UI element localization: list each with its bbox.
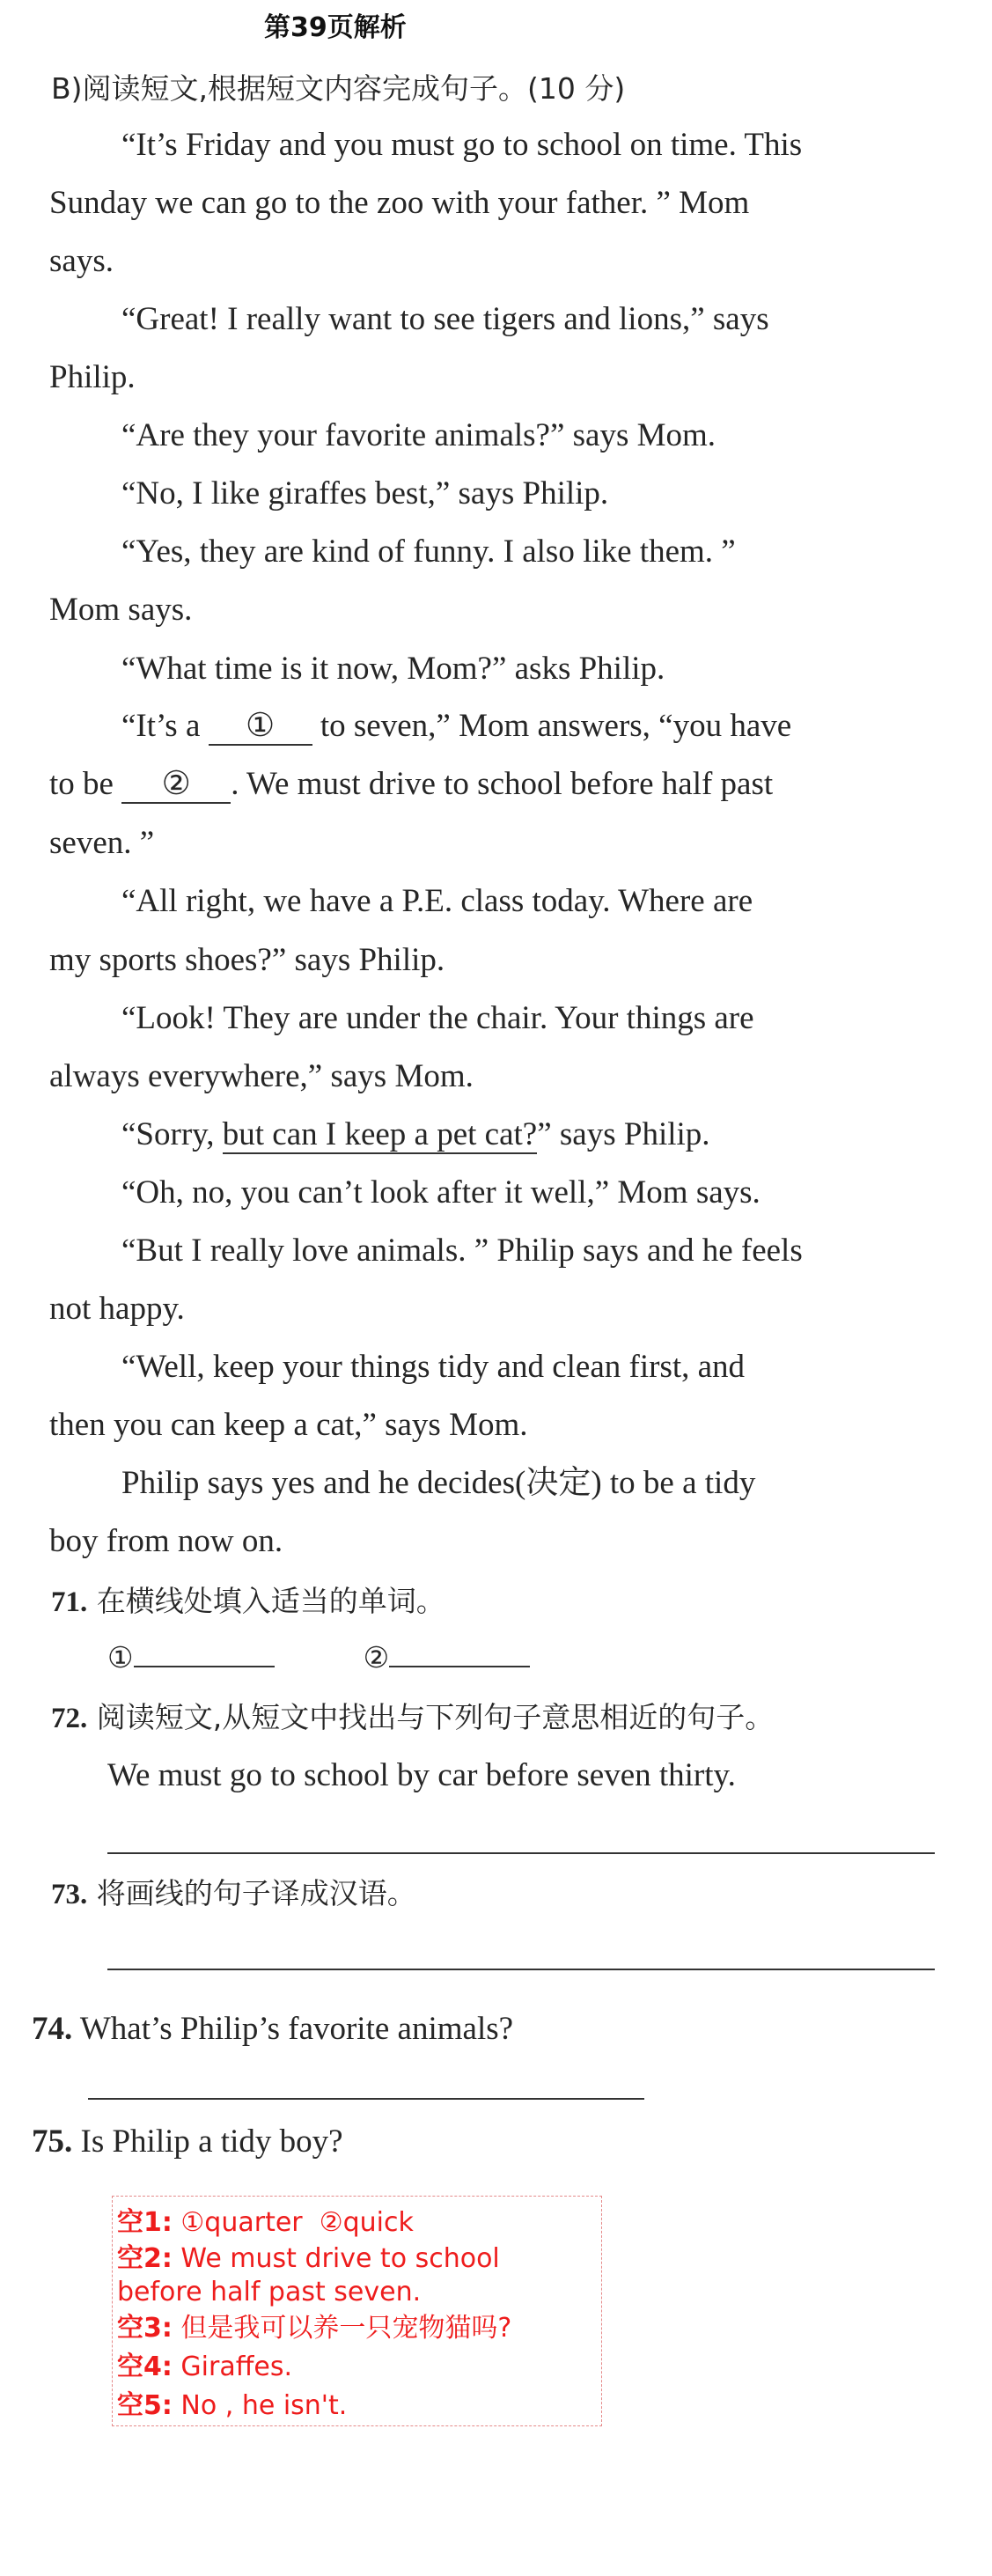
answer-5: 空5: No , he isn't. [117, 2390, 348, 2421]
answer-line-73[interactable] [107, 1969, 935, 1970]
passage-line: Philip. [49, 359, 136, 395]
passage-line: “Look! They are under the chair. Your things are [121, 1000, 754, 1036]
passage-line: “Great! I really want to see tigers and lions,” says [121, 301, 769, 337]
passage-line: seven. ” [49, 825, 155, 861]
question-71-blanks: ① ② [107, 1638, 530, 1678]
question-72-sentence: We must go to school by car before seven thirty. [107, 1757, 736, 1793]
passage-line: my sports shoes?” says Philip. [49, 942, 445, 978]
question-74: 74. What’s Philip’s favorite animals? [32, 2011, 514, 2047]
passage-line: “Are they your favorite animals?” says Mom. [121, 417, 716, 453]
answer-blank-2[interactable] [389, 1666, 530, 1667]
passage-line: “Oh, no, you can’t look after it well,” Mom says. [121, 1174, 761, 1211]
passage-line: “All right, we have a P.E. class today. Where are [121, 883, 753, 919]
section-title: B)阅读短文,根据短文内容完成句子。(10 分) [51, 71, 626, 106]
passage-line: “No, I like giraffes best,” says Philip. [121, 475, 609, 512]
answer-key-box [112, 2196, 602, 2426]
answer-line-72[interactable] [107, 1852, 935, 1854]
passage-line: “Sorry, but can I keep a pet cat?” says Philip. [121, 1116, 710, 1152]
passage-line: “It’s a ① to seven,” Mom answers, “you have [121, 708, 792, 744]
passage-line: says. [49, 243, 114, 279]
passage-line: Mom says. [49, 592, 193, 628]
blank-1: ① [209, 709, 312, 746]
passage-line: Sunday we can go to the zoo with your father. ” Mom [49, 185, 750, 221]
question-75: 75. Is Philip a tidy boy? [32, 2123, 343, 2160]
answer-blank-1[interactable] [134, 1666, 275, 1667]
passage-line: then you can keep a cat,” says Mom. [49, 1407, 528, 1443]
answer-2: 空2: We must drive to school before half past seven. [117, 2243, 500, 2307]
question-72: 72. 阅读短文,从短文中找出与下列句子意思相近的句子。 [51, 1700, 775, 1734]
page-title: 第39页解析 [264, 12, 407, 43]
answer-4: 空4: Giraffes. [117, 2352, 293, 2382]
passage-line: “It’s Friday and you must go to school on time. This [121, 127, 803, 163]
passage-line: not happy. [49, 1291, 185, 1327]
answer-3: 空3: 但是我可以养一只宠物猫吗? [117, 2313, 512, 2344]
blank-2: ② [121, 767, 231, 804]
passage-line: to be ② . We must drive to school before half past [49, 766, 774, 802]
passage-line: “But I really love animals. ” Philip says and he feels [121, 1233, 803, 1269]
passage-line: Philip says yes and he decides(决定) to be a tidy [121, 1465, 756, 1501]
passage-line: “Yes, they are kind of funny. I also like them. ” [121, 534, 736, 570]
question-71: 71. 在横线处填入适当的单词。 [51, 1584, 445, 1618]
question-73: 73. 将画线的句子译成汉语。 [51, 1876, 416, 1910]
passage-line: boy from now on. [49, 1523, 283, 1559]
passage-line: “Well, keep your things tidy and clean first, and [121, 1349, 746, 1385]
underlined-sentence: but can I keep a pet cat? [222, 1116, 538, 1152]
passage-line: “What time is it now, Mom?” asks Philip. [121, 651, 665, 687]
answer-line-74[interactable] [88, 2098, 644, 2100]
passage-line: always everywhere,” says Mom. [49, 1058, 474, 1094]
answer-1: 空1: ①quarter ②quick [117, 2207, 414, 2238]
